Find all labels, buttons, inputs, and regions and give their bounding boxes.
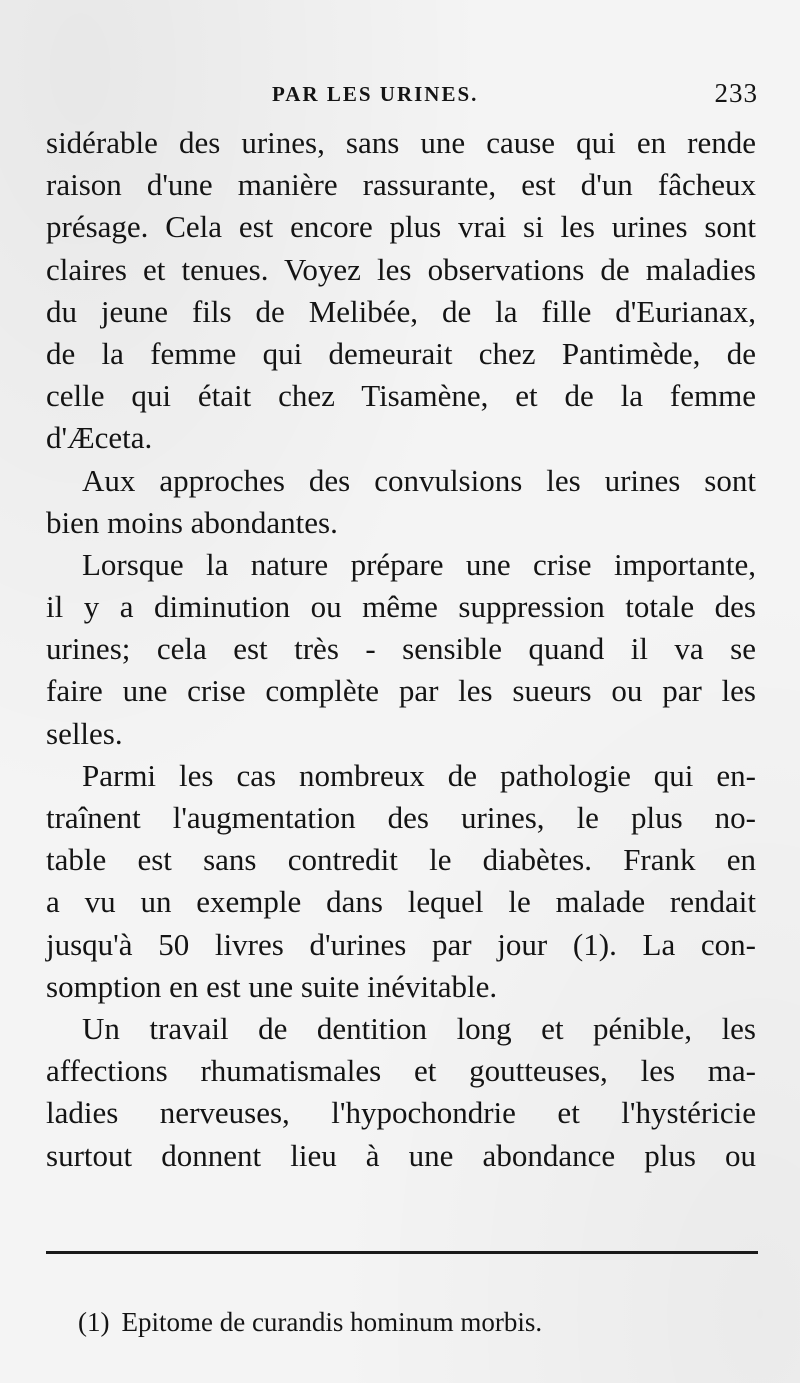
text-line: faire une crise complète par les sueurs ou par les [46,673,756,709]
text-line: surtout donnent lieu à une abondance plus ou [46,1137,756,1173]
text-line: Aux approches des convulsions les urines sont [82,462,756,498]
text-line: selles. [46,715,123,751]
paragraph-5 [46,1008,756,1177]
running-title: PAR LES URINES. [272,82,479,106]
text-line: Lorsque la nature prépare une crise importante, [82,546,756,582]
text-line: bien moins abondantes. [46,504,338,540]
text-line: urines; cela est très - sensible quand il va se [46,631,756,667]
footnote [78,1307,542,1338]
text-line: Un travail de dentition long et pénible, les [82,1010,756,1046]
paragraph-2 [46,460,756,544]
text-line: claires et tenues. Voyez les observations de maladies [46,251,756,287]
text-line: de la femme qui demeurait chez Pantimède, de [46,335,756,371]
text-line: affections rhumatismales et goutteuses, les ma- [46,1053,756,1089]
text-line: raison d'une manière rassurante, est d'un fâcheux [46,167,756,203]
text-line: celle qui était chez Tisamène, et de la femme [46,378,756,414]
footnote-text: Epitome de curandis hominum morbis. [121,1307,543,1337]
page-number: 233 [714,78,758,108]
text-line: a vu un exemple dans lequel le malade rendait [46,884,756,920]
paragraph-4 [46,755,756,1008]
footnote-mark: (1) [78,1307,110,1337]
text-line: du jeune fils de Melibée, de la fille d'Eurianax, [46,293,756,329]
text-line: il y a diminution ou même suppression totale des [46,589,756,625]
paragraph-1 [46,122,756,460]
footnote-rule [46,1251,758,1254]
text-line: Parmi les cas nombreux de pathologie qui en- [82,757,756,793]
running-head [0,78,800,114]
text-line: ladies nerveuses, l'hypochondrie et l'hystéricie [46,1095,756,1131]
text-line: traînent l'augmentation des urines, le plus no- [46,800,756,835]
text-line: jusqu'à 50 livres d'urines par jour (1). La con- [46,926,756,962]
text-line: table est sans contredit le diabètes. Frank en [46,842,756,878]
text-line: présage. Cela est encore plus vrai si les urines sont [46,209,756,245]
text-line: sidérable des urines, sans une cause qui en rende [46,125,756,160]
paragraph-3 [46,544,756,755]
text-line: somption en est une suite inévitable. [46,968,498,1004]
text-line: d'Æceta. [46,420,153,456]
body-text [46,122,756,1177]
